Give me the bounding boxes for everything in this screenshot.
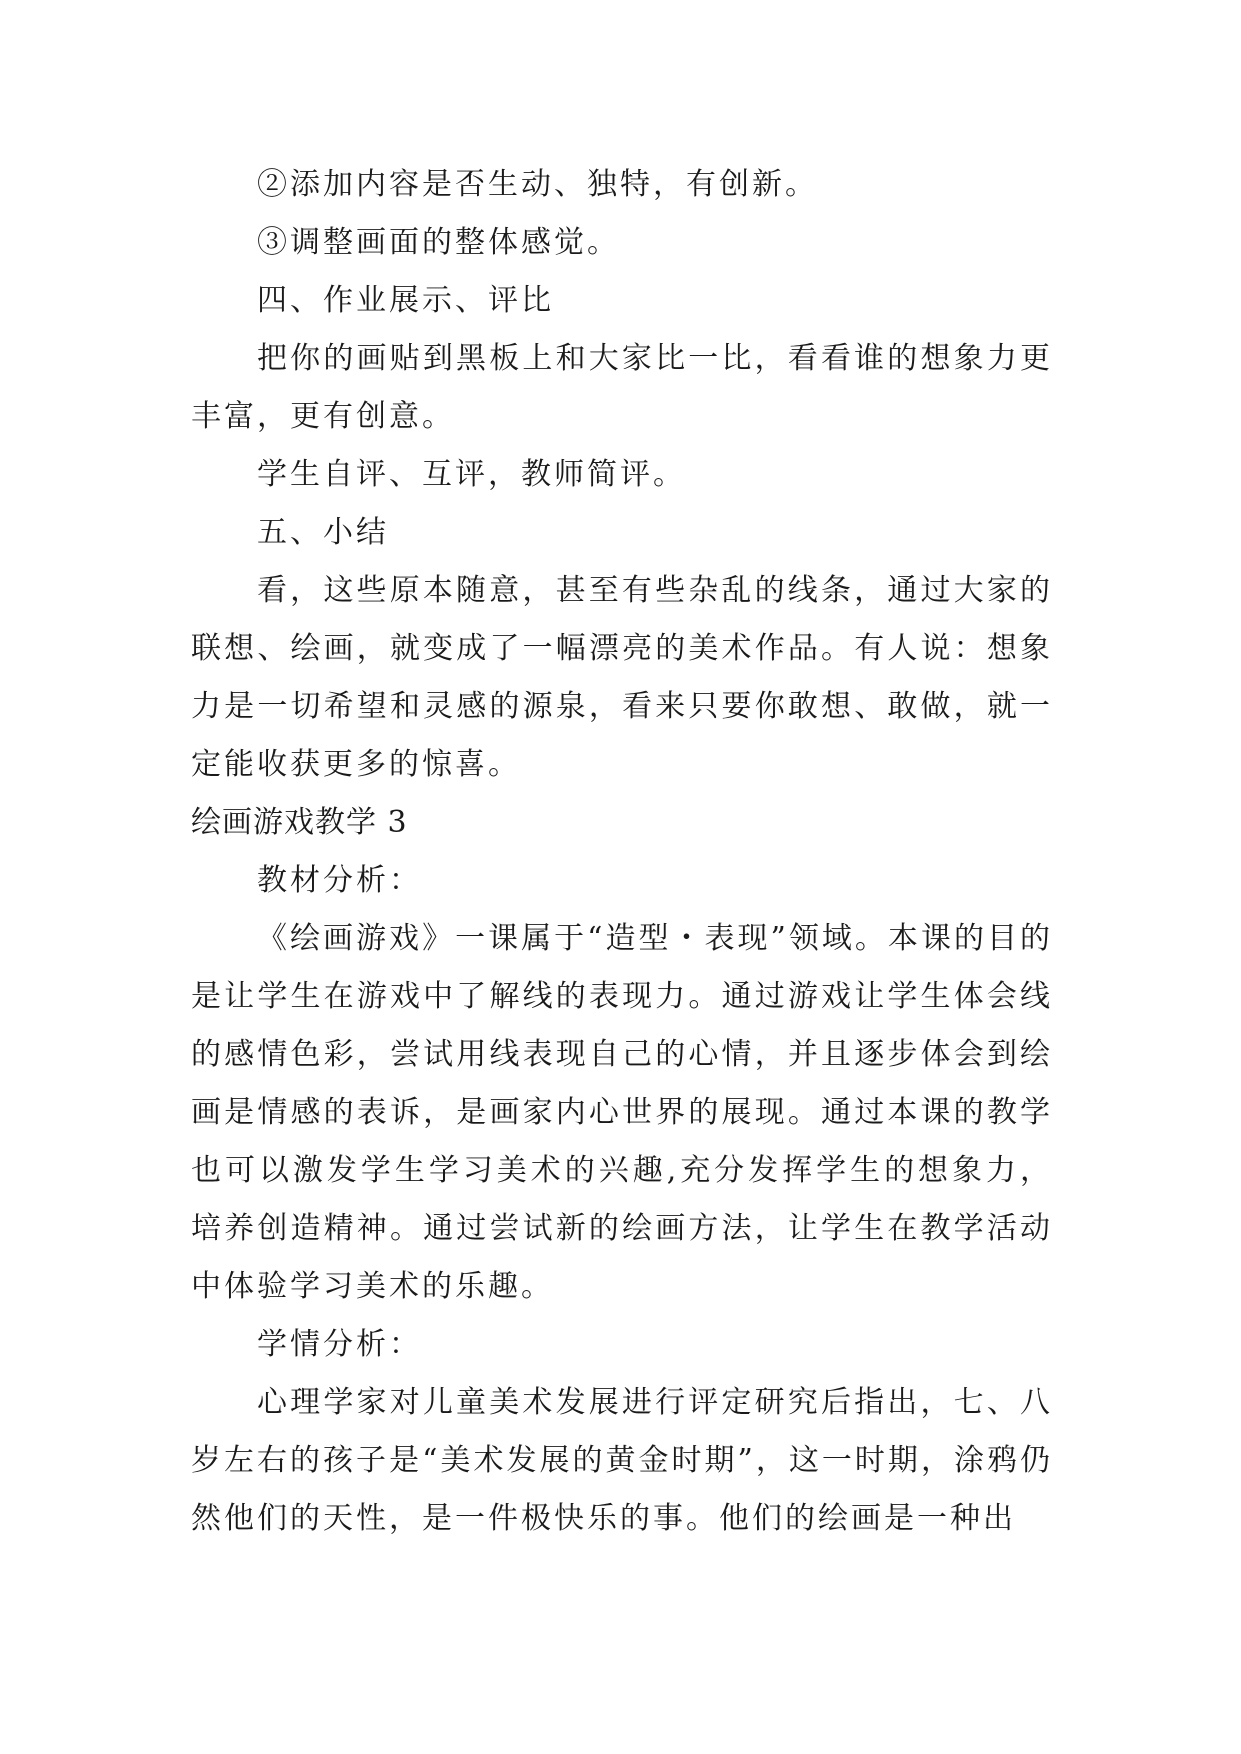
subheading-material-analysis: 教材分析： [257, 863, 422, 898]
list-item-2: ②添加内容是否生动、独特，有创新。 [257, 167, 818, 202]
body-paragraph: 学生自评、互评，教师简评。 [257, 457, 686, 492]
document-body [191, 156, 1053, 1548]
subheading-student-analysis: 学情分析： [257, 1327, 422, 1362]
body-paragraph: 《绘画游戏》一课属于“造型・表现”领域。本课的目的是让学生在游戏中了解线的表现力。通过游戏让学生体会线的感情色彩，尝试用线表现自己的心情，并且逐步体会到绘画是情感的表诉，是画家内心世界的展现。通过本课的教学也可以激发学生学习美术的兴趣,充分发挥学生的想象力，培养创造精神。通过尝试新的绘画方法，让学生在教学活动中体验学习美术的乐趣。 [191, 921, 1053, 1304]
list-item-3: ③调整画面的整体感觉。 [257, 225, 620, 260]
body-paragraph: 把你的画贴到黑板上和大家比一比，看看谁的想象力更丰富，更有创意。 [191, 341, 1053, 434]
body-paragraph: 看，这些原本随意，甚至有些杂乱的线条，通过大家的联想、绘画，就变成了一幅漂亮的美术作品。有人说：想象力是一切希望和灵感的源泉，看来只要你敢想、敢做，就一定能收获更多的惊喜。 [191, 573, 1053, 782]
body-paragraph: 心理学家对儿童美术发展进行评定研究后指出，七、八岁左右的孩子是“美术发展的黄金时期”，这一时期，涂鸦仍然他们的天性，是一件极快乐的事。他们的绘画是一种出 [191, 1385, 1053, 1536]
section-heading-5: 五、小结 [257, 515, 389, 550]
section-heading-4: 四、作业展示、评比 [257, 283, 554, 318]
document-title: 绘画游戏教学 3 [191, 805, 408, 840]
